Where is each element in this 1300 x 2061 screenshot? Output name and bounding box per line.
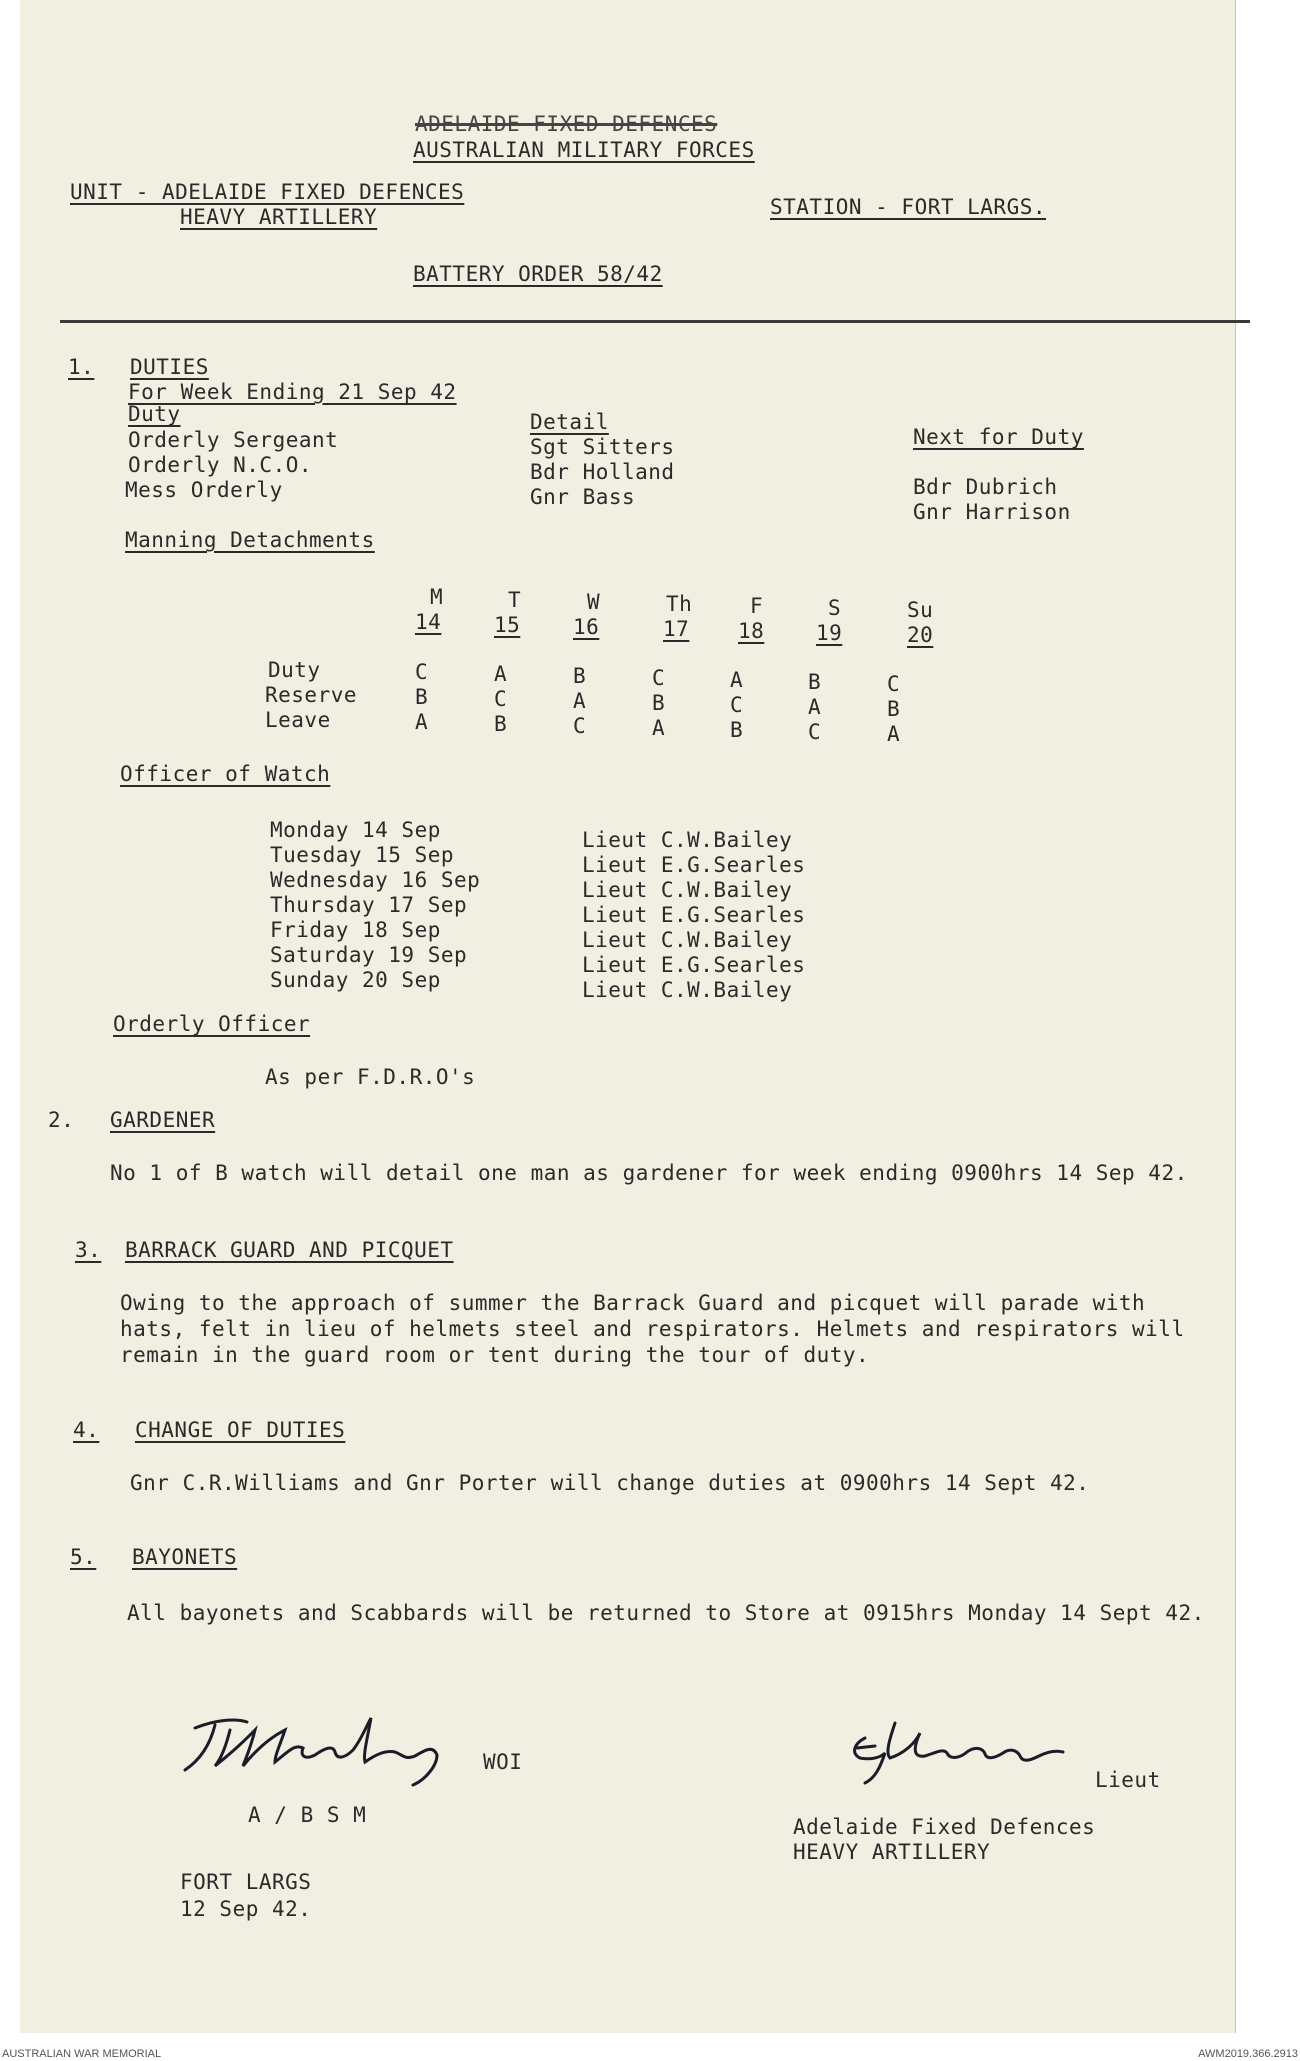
signature-left-rank: WOI [483, 1750, 523, 1774]
watch-day: Wednesday 16 Sep [270, 868, 481, 892]
day-t-num: 15 [494, 613, 521, 637]
footer-bar [0, 2033, 1300, 2061]
cell: B [887, 697, 901, 721]
date: 12 Sep 42. [180, 1897, 312, 1921]
day-th: Th [666, 592, 693, 616]
section-1-title: DUTIES [130, 355, 209, 379]
signature-lieut [835, 1708, 1095, 1788]
cell: C [573, 714, 587, 738]
duty-2: Mess Orderly [125, 478, 283, 502]
watch-officer: Lieut C.W.Bailey [582, 928, 793, 952]
col-next-header: Next for Duty [913, 425, 1084, 449]
footer-right: AWM2019.366.2913 [1198, 2048, 1298, 2060]
row-label-leave: Leave [265, 708, 331, 732]
day-f-num: 18 [738, 619, 765, 643]
section-2-text: No 1 of B watch will detail one man as gardener for week ending 0900hrs 14 Sep 42. [110, 1161, 1188, 1185]
watch-officer: Lieut E.G.Searles [582, 853, 806, 877]
day-f: F [750, 594, 764, 618]
cell: C [415, 660, 429, 684]
signature-right-unit2: HEAVY ARTILLERY [793, 1840, 991, 1864]
cell: C [808, 720, 822, 744]
place: FORT LARGS [180, 1870, 312, 1894]
day-w: W [587, 590, 601, 614]
next-0: Bdr Dubrich [913, 475, 1058, 499]
cell: B [808, 670, 822, 694]
orderly-officer-title: Orderly Officer [113, 1012, 311, 1036]
detail-2: Gnr Bass [530, 485, 636, 509]
cell: A [887, 722, 901, 746]
watch-officer: Lieut C.W.Bailey [582, 828, 793, 852]
day-m-num: 14 [415, 610, 442, 634]
watch-officer: Lieut C.W.Bailey [582, 878, 793, 902]
cell: A [652, 716, 666, 740]
row-label-reserve: Reserve [265, 683, 358, 707]
section-4-number: 4. [73, 1418, 100, 1442]
orderly-officer-text: As per F.D.R.O's [265, 1065, 476, 1089]
watch-day: Thursday 17 Sep [270, 893, 468, 917]
watch-officer: Lieut E.G.Searles [582, 903, 806, 927]
section-4-title: CHANGE OF DUTIES [135, 1418, 346, 1442]
signature-right-unit1: Adelaide Fixed Defences [793, 1815, 1096, 1839]
cell: C [494, 687, 508, 711]
cell: C [887, 672, 901, 696]
signature-left-title: A / B S M [248, 1803, 367, 1827]
header-rule [60, 320, 1250, 323]
section-2-title: GARDENER [110, 1108, 216, 1132]
day-s: S [828, 596, 842, 620]
duty-1: Orderly N.C.O. [128, 453, 313, 477]
signature-right-rank: Lieut [1095, 1768, 1161, 1792]
header-station: STATION - FORT LARGS. [770, 195, 1047, 219]
section-2-number: 2. [48, 1108, 75, 1132]
day-s-num: 19 [816, 621, 843, 645]
watch-day: Friday 18 Sep [270, 918, 441, 942]
cell: B [730, 718, 744, 742]
day-su-num: 20 [907, 623, 934, 647]
cell: A [415, 710, 429, 734]
watch-title: Officer of Watch [120, 762, 331, 786]
row-label-duty: Duty [268, 658, 321, 682]
cell: B [652, 691, 666, 715]
cell: C [730, 693, 744, 717]
document-page [20, 0, 1236, 2033]
section-5-number: 5. [70, 1545, 97, 1569]
day-w-num: 16 [573, 615, 600, 639]
cell: B [573, 664, 587, 688]
detail-1: Bdr Holland [530, 460, 675, 484]
duty-0: Orderly Sergeant [128, 428, 339, 452]
section-3-number: 3. [75, 1238, 102, 1262]
cell: B [494, 712, 508, 736]
header-forces: AUSTRALIAN MILITARY FORCES [413, 138, 755, 162]
watch-day: Monday 14 Sep [270, 818, 441, 842]
watch-day: Sunday 20 Sep [270, 968, 441, 992]
cell: A [808, 695, 822, 719]
watch-day: Tuesday 15 Sep [270, 843, 455, 867]
day-m: M [430, 585, 444, 609]
cell: B [415, 685, 429, 709]
header-unit: UNIT - ADELAIDE FIXED DEFENCES [70, 180, 465, 204]
col-detail-header: Detail [530, 410, 609, 434]
cell: A [730, 668, 744, 692]
watch-officer: Lieut C.W.Bailey [582, 978, 793, 1002]
day-th-num: 17 [663, 617, 690, 641]
section-3-text: Owing to the approach of summer the Barrack Guard and picquet will parade with hats, felt in lieu of helmets steel and respirators. Helmets and respirators will remain in the guard room or tent during the tour of duty. [120, 1291, 1185, 1367]
section-5-text: All bayonets and Scabbards will be returned to Store at 0915hrs Monday 14 Sept 42. [127, 1601, 1205, 1625]
day-t: T [508, 588, 522, 612]
section-3-title: BARRACK GUARD AND PICQUET [125, 1238, 454, 1262]
battery-order-title: BATTERY ORDER 58/42 [413, 262, 663, 286]
cell: A [573, 689, 587, 713]
watch-officer: Lieut E.G.Searles [582, 953, 806, 977]
struck-heading: ADELAIDE FIXED DEFENCES [415, 112, 718, 136]
col-duty-header: Duty [128, 402, 181, 426]
section-1-number: 1. [68, 355, 95, 379]
week-ending: For Week Ending 21 Sep 42 [128, 380, 457, 404]
signature-wo [175, 1700, 475, 1790]
next-1: Gnr Harrison [913, 500, 1071, 524]
footer-left: AUSTRALIAN WAR MEMORIAL [2, 2048, 162, 2060]
header-unit-line2: HEAVY ARTILLERY [180, 205, 378, 229]
detail-0: Sgt Sitters [530, 435, 675, 459]
cell: C [652, 666, 666, 690]
day-su: Su [907, 598, 934, 622]
cell: A [494, 662, 508, 686]
section-5-title: BAYONETS [132, 1545, 238, 1569]
manning-title: Manning Detachments [125, 528, 375, 552]
section-4-text: Gnr C.R.Williams and Gnr Porter will change duties at 0900hrs 14 Sept 42. [130, 1471, 1090, 1495]
watch-day: Saturday 19 Sep [270, 943, 468, 967]
